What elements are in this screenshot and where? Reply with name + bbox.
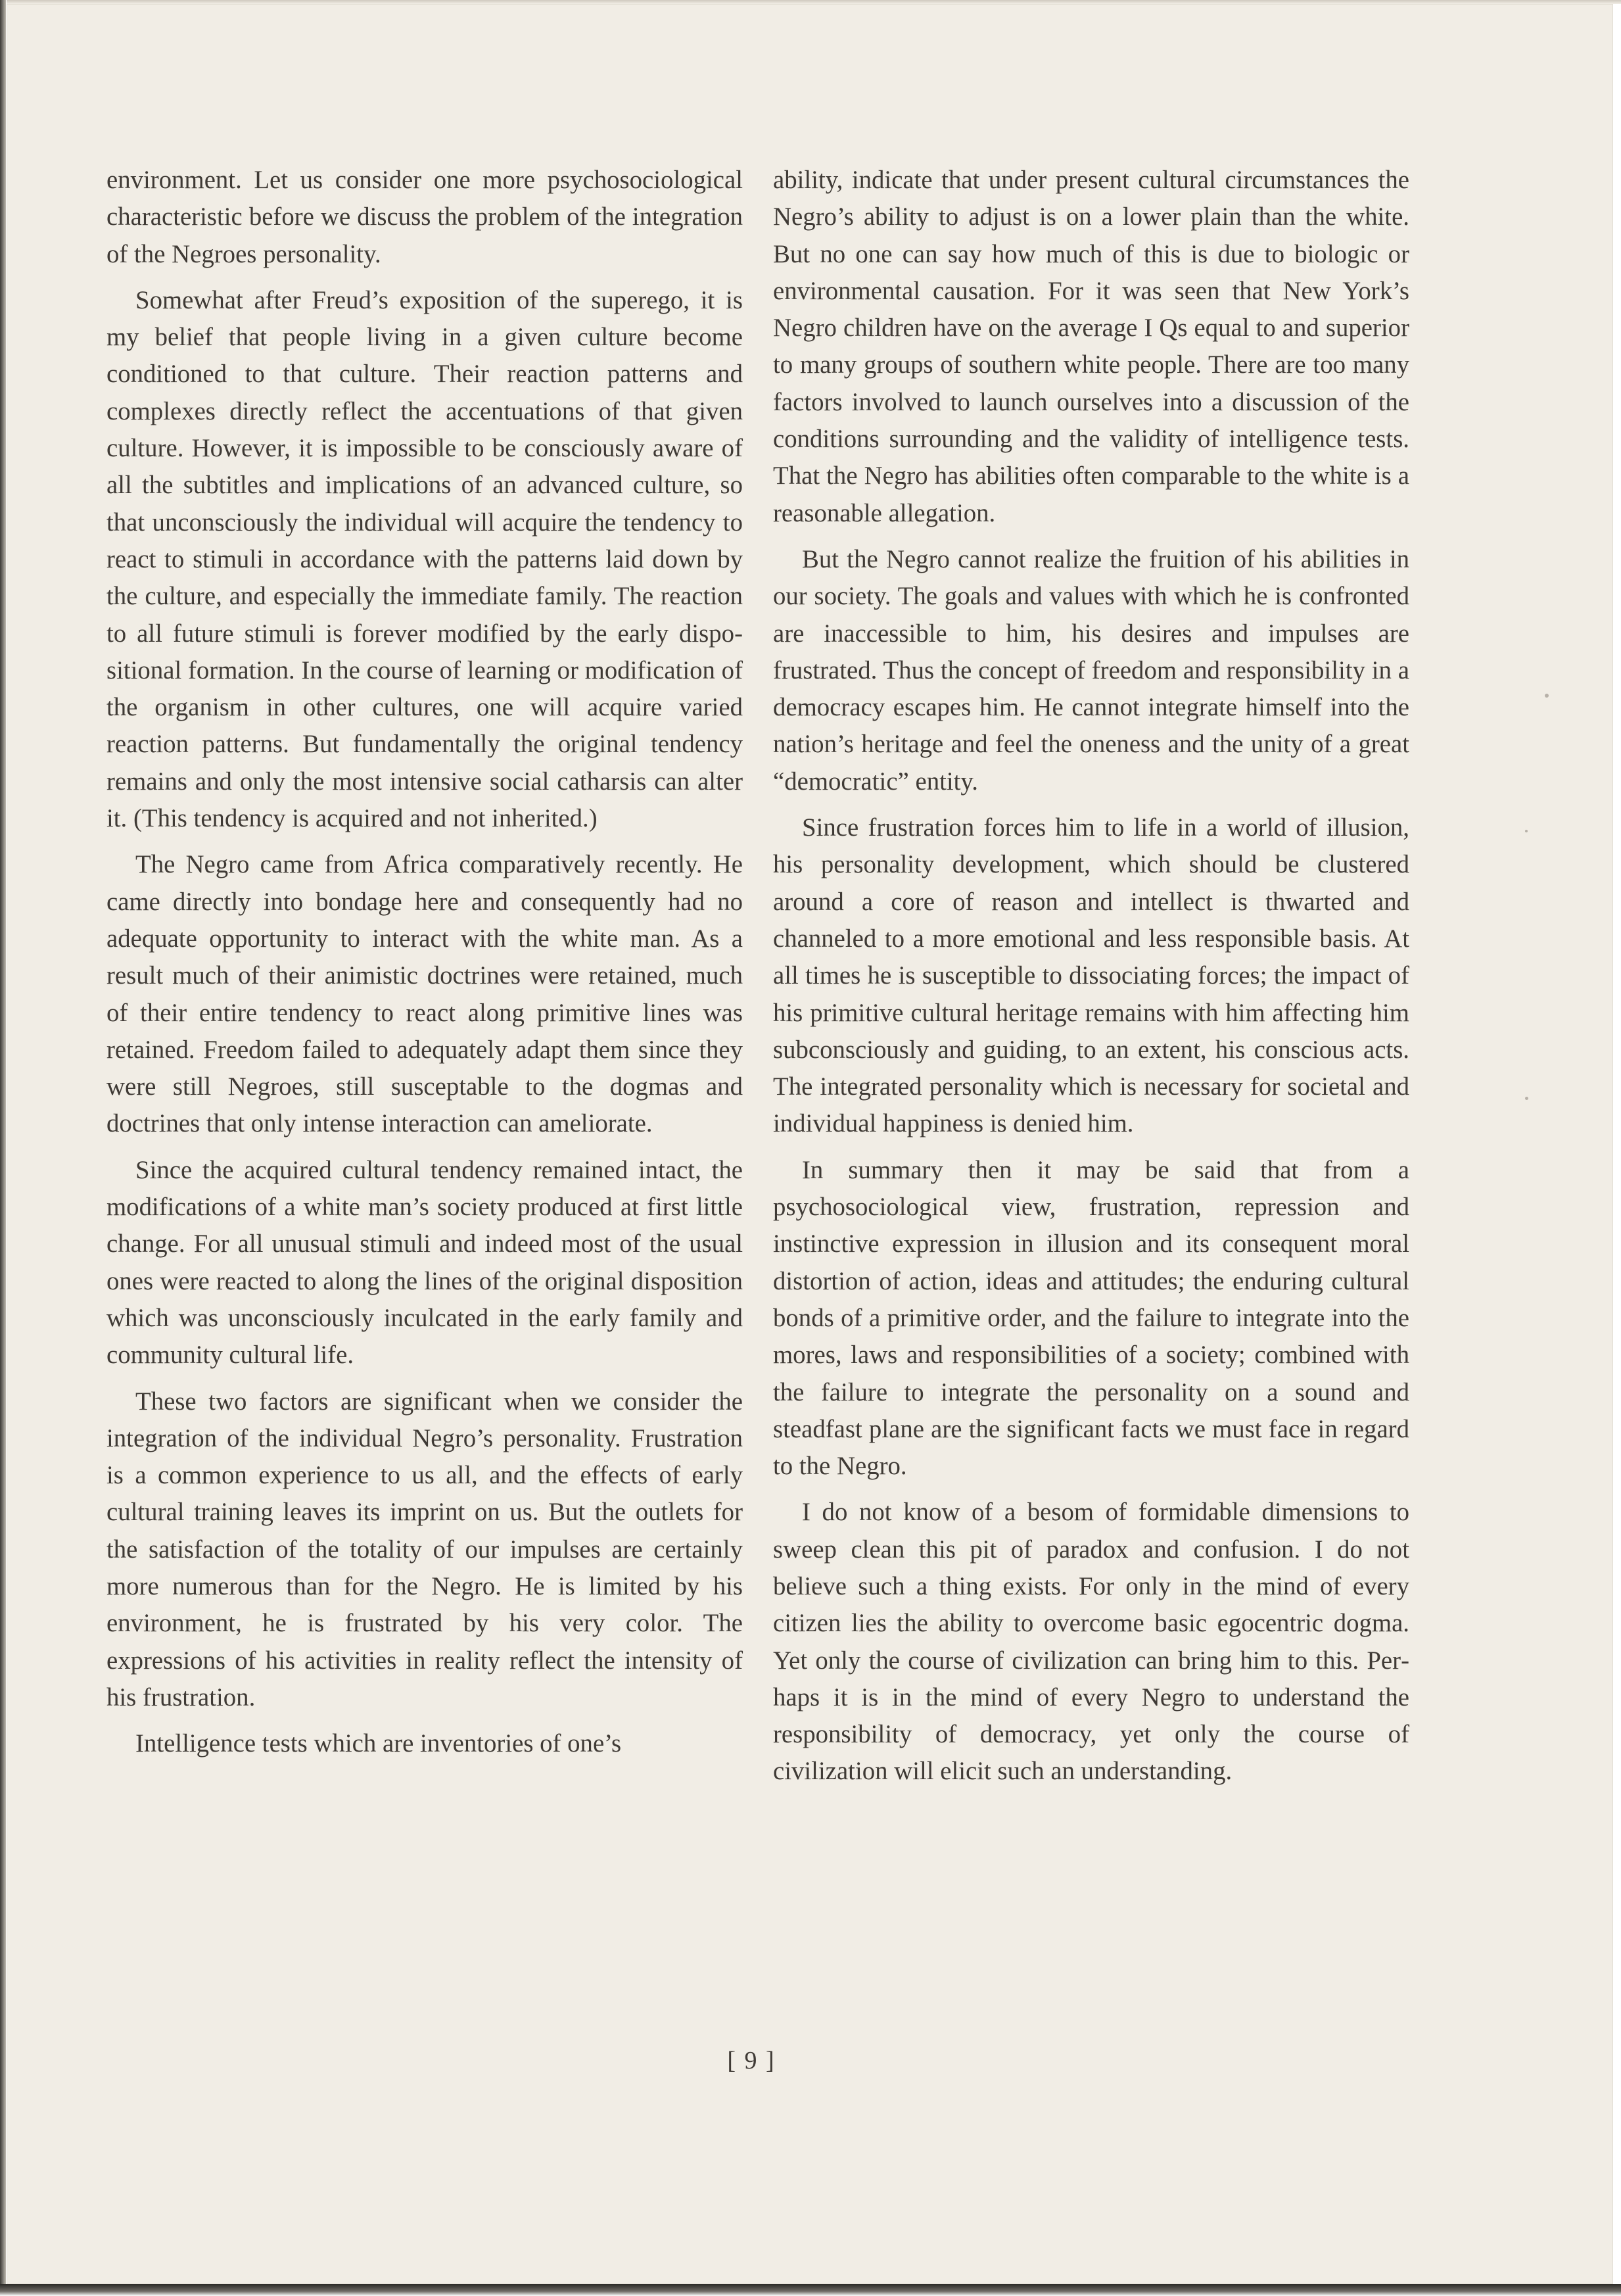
left-column [106,162,743,1771]
paragraph-acquired-tendency: Since the acquired cultural tendency remained intact, the modifications of a white man’s society produced at first little change. For all unusual stimuli and indeed most of the usual ones were reacted to along the lines of the original disposition which was unconsciously inculcated in the early family and community cultural life. [106,1155,743,1370]
paper-speck [1545,694,1549,698]
paragraph-continued: environment. Let us consider one more psychosociological characteristic before we discuss the problem of the integration of the Negroes personality. [106,166,743,268]
paper-speck [1525,1097,1528,1100]
scan-bottom-edge [0,2284,1621,2296]
paragraph-fruition: But the Negro cannot realize the fruition of his abilities in our society. The goals and values with which he is confronted are inaccessible to him, his desires and impulses are frustrated. Thus the concept of freedom and responsibility in a democracy escapes him. He cannot integrate himself into the nation’s heritage and feel the oneness and the unity of a great “democratic” entity. [773,544,1409,796]
right-column [773,162,1409,1800]
page-number: [ 9 ] [727,2047,776,2074]
scan-left-edge [0,0,6,2296]
paragraph-illusion: Since frustration forces him to life in a world of illusion, his personality development, which should be clustered around a core of reason and intellect is thwarted and channeled to a more emotional and less responsible basis. At all times he is susceptible to dissociating forces; the impact of his primitive cultural heritage remains with him affecting him subconsciously and guiding, to an extent, his conscious acts. The integrated personality which is necessary for societal and individual happiness is denied him. [773,813,1409,1138]
paragraph-ability: ability, indicate that under present cultural circumstances the Negro’s ability to adjust is on a lower plain than the white. But no one can say how much of this is due to biologic or environmental causation. For it was seen that New York’s Negro children have on the average I Qs equal to and superior to many groups of southern white people. There are too many factors involved to launch ourselves into a discussion of the conditions surrounding and the validity of intelligence tests. That the Negro has abilities often comparable to the white is a reasonable allegation. [773,166,1409,527]
paragraph-besom: I do not know of a besom of formidable dimensions to sweep clean this pit of paradox and confusion. I do not believe such a thing exists. For only in the mind of every citizen lies the ability to overcome basic egocentric dogma. Yet only the course of civilization can bring him to this. Perhaps it is in the mind of every Negro to understand the responsibility of democracy, yet only the course of civilization will elicit such an understanding. [773,1498,1409,1786]
paragraph-intelligence-tests: Intelligence tests which are inventories of one’s [135,1729,622,1758]
paragraph-summary: In summary then it may be said that from a psychosociological view, frustration, repression and instinctive expression in illusion and its consequent moral distortion of action, ideas and attitudes; the enduring cultural bonds of a primitive order, and the failure to integrate into the mores, laws and responsibilities of a society; combined with the failure to integrate the personality on a sound and steadfast plane are the significant facts we must face in regard to the Negro. [773,1155,1409,1481]
paragraph-africa: The Negro came from Africa comparatively recently. He came directly into bondage here and consequently had no adequate opportunity to interact with the white man. As a result much of their animistic doctrines were retained, much of their entire tendency to react along primitive lines was retained. Freedom failed to adequately adapt them since they were still Negroes, still susceptable to the dogmas and doctrines that only intense interaction can ameliorate. [106,850,743,1138]
paragraph-two-factors: These two factors are significant when we consider the integration of the individual Negro’s personality. Frustration is a common experience to us all, and the effects of early cultural training leaves its imprint on us. But the outlets for the satisfaction of the totality of our impulses are certainly more numerous than for the Negro. He is limited by his environment, he is frustrated by his very color. The expressions of his activities in reality reflect the intensity of his frustration. [106,1387,743,1711]
paper-speck [1525,830,1528,832]
paragraph-superego: Somewhat after Freud’s exposition of the superego, it is my belief that people living in a given culture become conditioned to that culture. Their reaction patterns and complexes directly reflect the accentuations of that given culture. However, it is impossible to be consciously aware of all the subtitles and implications of an advanced culture, so that unconsciously the individual will acquire the tendency to react to stimuli in accordance with the patterns laid down by the culture, and especially the immediate family. The reaction to all future stimuli is forever modified by the early dispositional formation. In the course of learning or modification of the organism in other cultures, one will acquire varied reaction patterns. But fundamentally the original tendency remains and only the most intensive social catharsis can alter it. (This tendency is acquired and not inherited.) [106,285,743,833]
